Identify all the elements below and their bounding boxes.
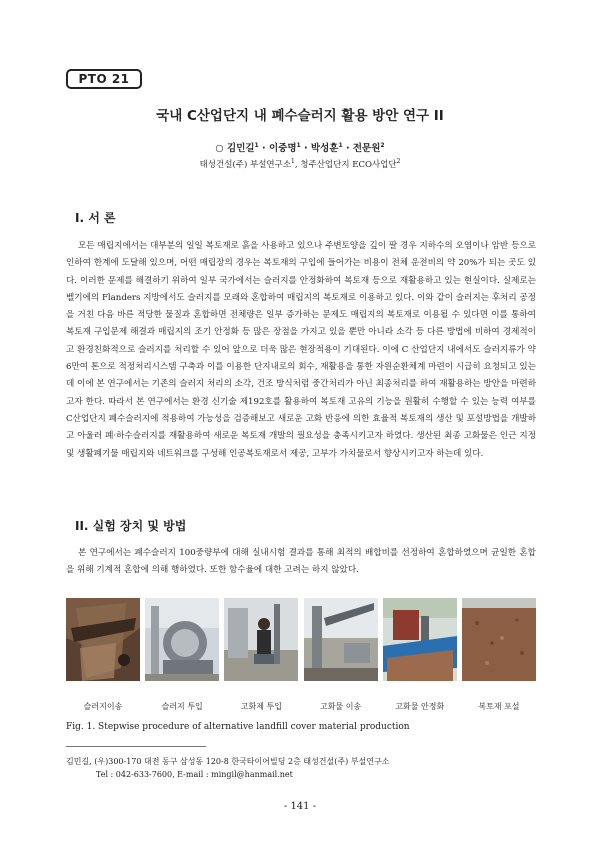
section-heading-introduction: I. 서 론 xyxy=(75,211,116,225)
author-name: 이중명 xyxy=(268,143,297,154)
figure-panel-stabilization xyxy=(383,598,457,711)
author-separator: · xyxy=(300,143,311,154)
photo-caption: 슬러지이송 xyxy=(83,702,123,711)
photo-caption: 고화물 이송 xyxy=(319,702,362,711)
figure-panel-solidifier-input xyxy=(224,598,298,711)
author-separator: · xyxy=(258,143,269,154)
author-affil-mark: 1 xyxy=(338,141,343,149)
figure-caption: Fig. 1. Stepwise procedure of alternative landfill cover material production xyxy=(66,722,410,732)
paper-title: 국내 C산업단지 내 폐수슬러지 활용 방안 연구 II xyxy=(156,108,444,124)
affiliation-line xyxy=(0,158,600,170)
introduction-paragraph: 모든 매립지에서는 대부분의 일일 복토재로 흙을 사용하고 있으나 주변토양을 깊이 팔 경우 지하수의 오염이나 암반 등으로 인하여 한계에 도달해 있으며, 어떤 매립장의 경우는 복토재의 구입에 들어가는 비용이 전체 운전비의 약 20%가 되는 곳도 있다. 이러한 문제를 해결하기 위하여 일부 국가에서는 슬러지를 안정화하여 복토재 등으로 재활용하고 있는 현실이다. 실제로는 벨기에의 Flanders 지방에서도 슬러지를 모래와 혼합하여 매립지의 복토재로 이용하고 있다. 이와 같이 슬러지는 후처리 공정을 거친 다음 바른 적당한 물질과 혼합하면 전체량은 일부 증가하는 문제도 매립지의 복토재로 이용될 수 있다면 이를 통하여 복토재 구입문제 해결과 매립지의 조기 안정화 등 많은 장점을 가지고 있을 뿐만 아니라 소각 등 다른 방법에 비하여 경제적이고 환경친화적으로 슬러지를 처리할 수 있어 앞으로 더욱 많은 현장적용이 기대된다. 이에 C 산업단지 내에서도 슬러지류가 약 6만여 톤으로 적정처리시스템 구축과 이를 이용한 단지내로의 회수, 재활용을 통한 자원순환체계 마련이 시급히 요청되고 있는데 이에 본 연구에서는 기존의 슬러지 처리의 소각, 건조 방식처럼 중간처리가 아닌 최종처리를 하여 재활용하는 방안을 마련하고자 한다. 따라서 본 연구에서는 환경 신기술 제192호를 활용하여 복토재 고유의 기능을 원활히 수행할 수 있는 능력 여부를 C산업단지 폐수슬러지에 적용하여 가능성을 검증해보고 새로운 고화 반응에 의한 효율적 복토재의 생산 및 포설방법을 개발하고 아울러 폐·하수슬러지를 재활용하여 새로운 복토재 개발의 필요성을 충족시키고자 하였다. 생산된 최종 고화물은 인근 지정 및 생활폐기물 매립지와 네트워크를 구성해 인공복토재로서 제공, 고부가 가치물로서 향상시키고자 하는데 있다. xyxy=(66,241,536,459)
methods-paragraph: 본 연구에서는 폐수슬러지 100중량부에 대해 실내시험 결과를 통해 최적의 배합비를 선정하여 혼합하였으며 균일한 혼합을 위해 기계적 혼합에 의해 행하였다. 또한 함수율에 대한 고려는 하지 않았다. xyxy=(66,548,536,576)
affiliation: 청주산업단지 ECO사업단 xyxy=(300,160,397,170)
presenter-mark: ○ xyxy=(215,143,228,154)
section-heading-methods: II. 실험 장치 및 방법 xyxy=(75,519,187,533)
author-name: 박성훈 xyxy=(310,143,339,154)
footnote-contact: Tel : 042-633-7600, E-mail : mingil@hanmail.net xyxy=(96,770,293,779)
affiliation-mark: 1 xyxy=(291,158,295,166)
photo-caption: 고화제 투입 xyxy=(240,702,282,711)
author-separator: · xyxy=(342,143,353,154)
affiliation-mark: 2 xyxy=(396,158,401,166)
photo-caption: 슬러지 투입 xyxy=(161,702,203,711)
author-affil-mark: 1 xyxy=(296,141,301,149)
photo-caption: 고화물 안정화 xyxy=(395,702,445,711)
author-name: 전문원 xyxy=(352,143,381,154)
sludge-input-photo xyxy=(145,598,219,681)
footnote-divider xyxy=(66,746,206,747)
cover-placement-photo xyxy=(462,598,536,681)
solidifier-input-photo xyxy=(224,598,298,681)
figure-panel-sludge-input xyxy=(145,598,219,711)
sludge-transport-photo xyxy=(66,598,140,681)
affiliation: 태성건설(주) 부설연구소 xyxy=(199,160,292,170)
author-affil-mark: 2 xyxy=(380,141,385,149)
photo-caption: 복토재 포설 xyxy=(478,702,520,711)
author-name: 김민길 xyxy=(227,143,255,154)
stabilization-photo xyxy=(383,598,457,681)
author-affil-mark: 1 xyxy=(254,141,259,149)
paper-id-badge: PTO 21 xyxy=(66,69,142,89)
footnote-address: 김민길, (우)300-170 대전 동구 삼성동 120-8 한국타이어빌딩 2층 태성건설(주) 부설연구소 xyxy=(66,757,390,766)
page-number: - 141 - xyxy=(283,801,317,812)
figure-panel-cover-placement xyxy=(462,598,536,711)
figure-panel-solidified-transport xyxy=(304,598,378,711)
affiliation-separator: , xyxy=(294,160,301,170)
author-list xyxy=(0,140,600,154)
figure-photo-strip xyxy=(66,598,536,711)
figure-panel-sludge-transport xyxy=(66,598,140,711)
solidified-transport-photo xyxy=(304,598,378,681)
